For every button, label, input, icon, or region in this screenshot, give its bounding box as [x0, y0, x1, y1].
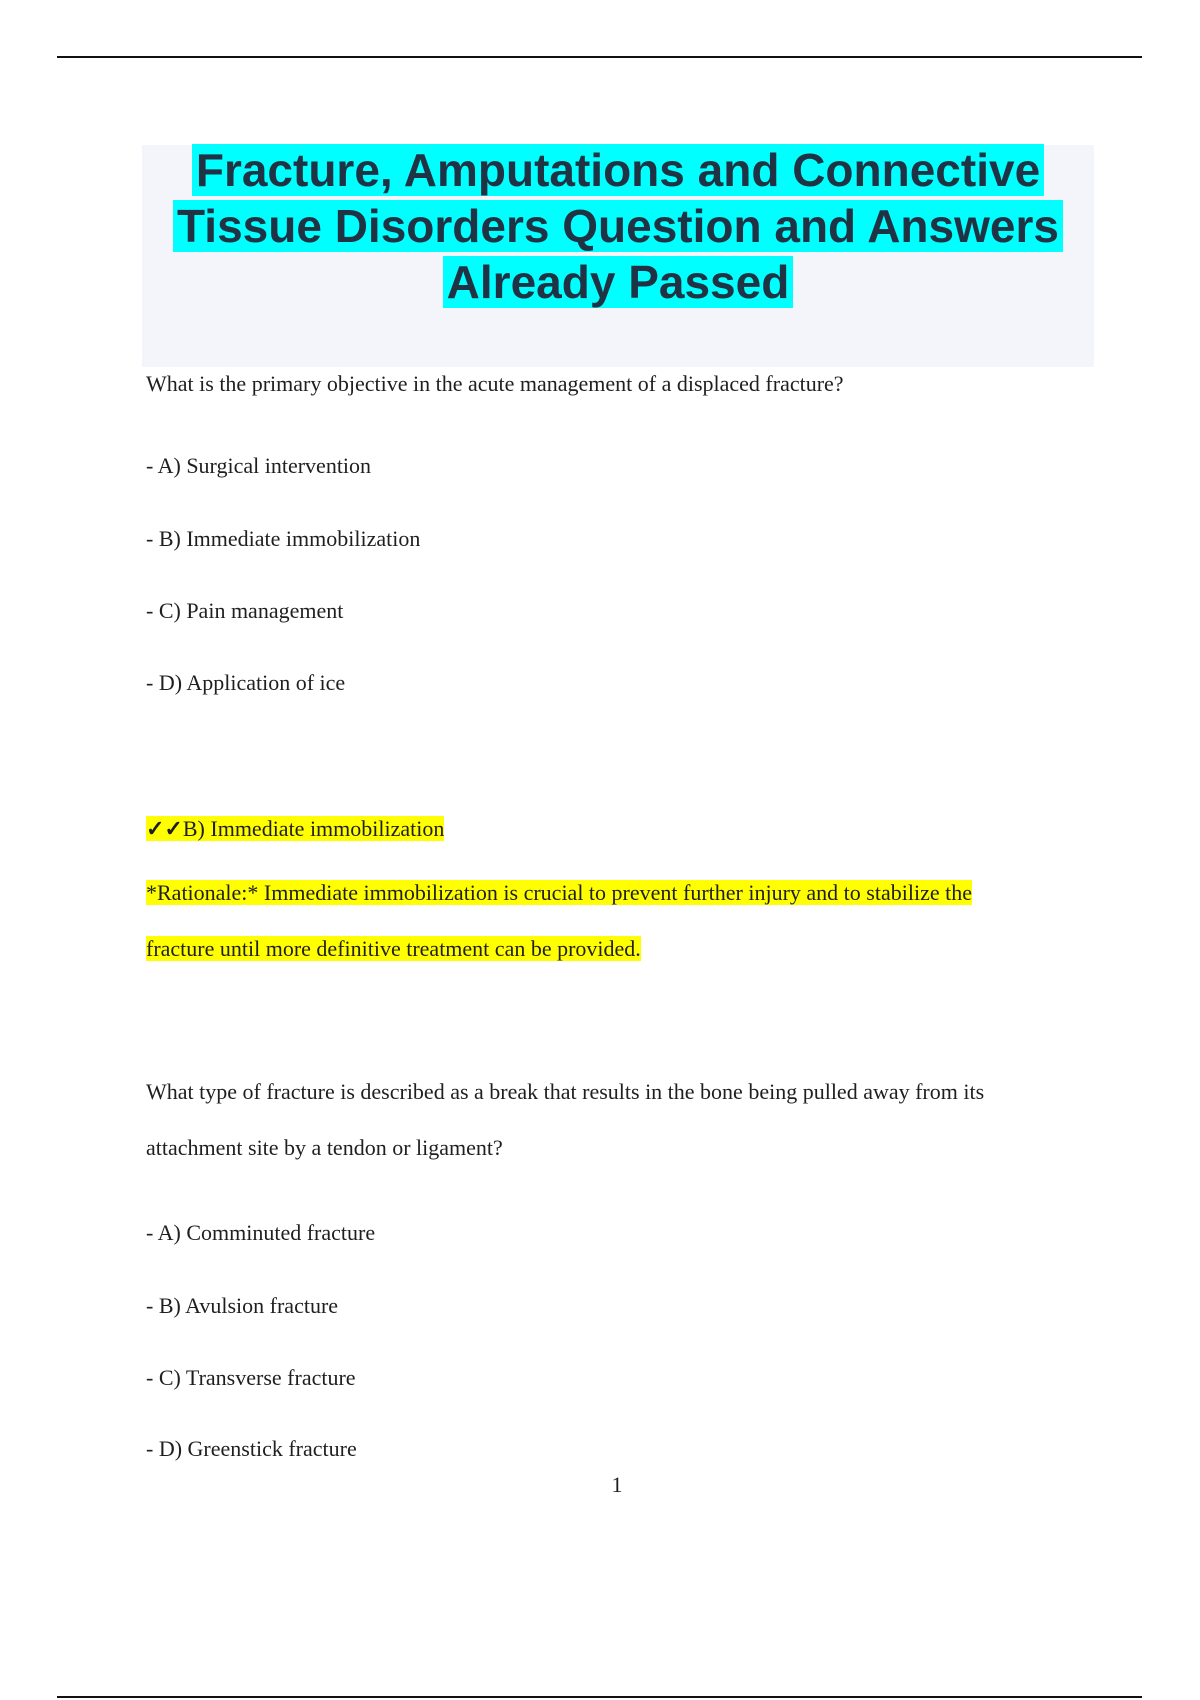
- question-2-line-1: What type of fracture is described as a break that results in the bone being pulled away from its: [146, 1079, 985, 1104]
- answer-highlight: [146, 816, 444, 841]
- answer-text: B) Immediate immobilization: [182, 816, 445, 841]
- footer-rule: [57, 1696, 1142, 1698]
- rationale-line-2: fracture until more definitive treatment can be provided.: [146, 936, 641, 961]
- title-line-3: Already Passed: [443, 256, 794, 308]
- page-number: 1: [611, 1472, 623, 1497]
- question-1-answer: [146, 801, 444, 857]
- question-1-option-d: - D) Application of ice: [146, 670, 346, 695]
- header-rule: [57, 56, 1142, 58]
- title-line-2: Tissue Disorders Question and Answers: [173, 200, 1063, 252]
- question-1-option-c: - C) Pain management: [146, 598, 344, 623]
- document-title: [142, 142, 1094, 310]
- question-2-option-d: - D) Greenstick fracture: [146, 1436, 357, 1461]
- question-1-rationale: [146, 865, 972, 977]
- question-2-option-a: - A) Comminuted fracture: [146, 1220, 376, 1245]
- question-2-option-b: - B) Avulsion fracture: [146, 1293, 339, 1318]
- question-2-option-c: - C) Transverse fracture: [146, 1365, 356, 1390]
- question-2-line-2: attachment site by a tendon or ligament?: [146, 1135, 503, 1160]
- question-1-option-a: - A) Surgical intervention: [146, 453, 372, 478]
- question-1-text: What is the primary objective in the acute management of a displaced fracture?: [146, 371, 844, 396]
- question-2-text: [146, 1064, 984, 1176]
- rationale-line-1: *Rationale:* Immediate immobilization is crucial to prevent further injury and to stabilize the: [146, 880, 972, 905]
- check-icon: ✓✓: [146, 816, 183, 841]
- question-1-option-b: - B) Immediate immobilization: [146, 526, 421, 551]
- title-line-1: Fracture, Amputations and Connective: [192, 144, 1044, 196]
